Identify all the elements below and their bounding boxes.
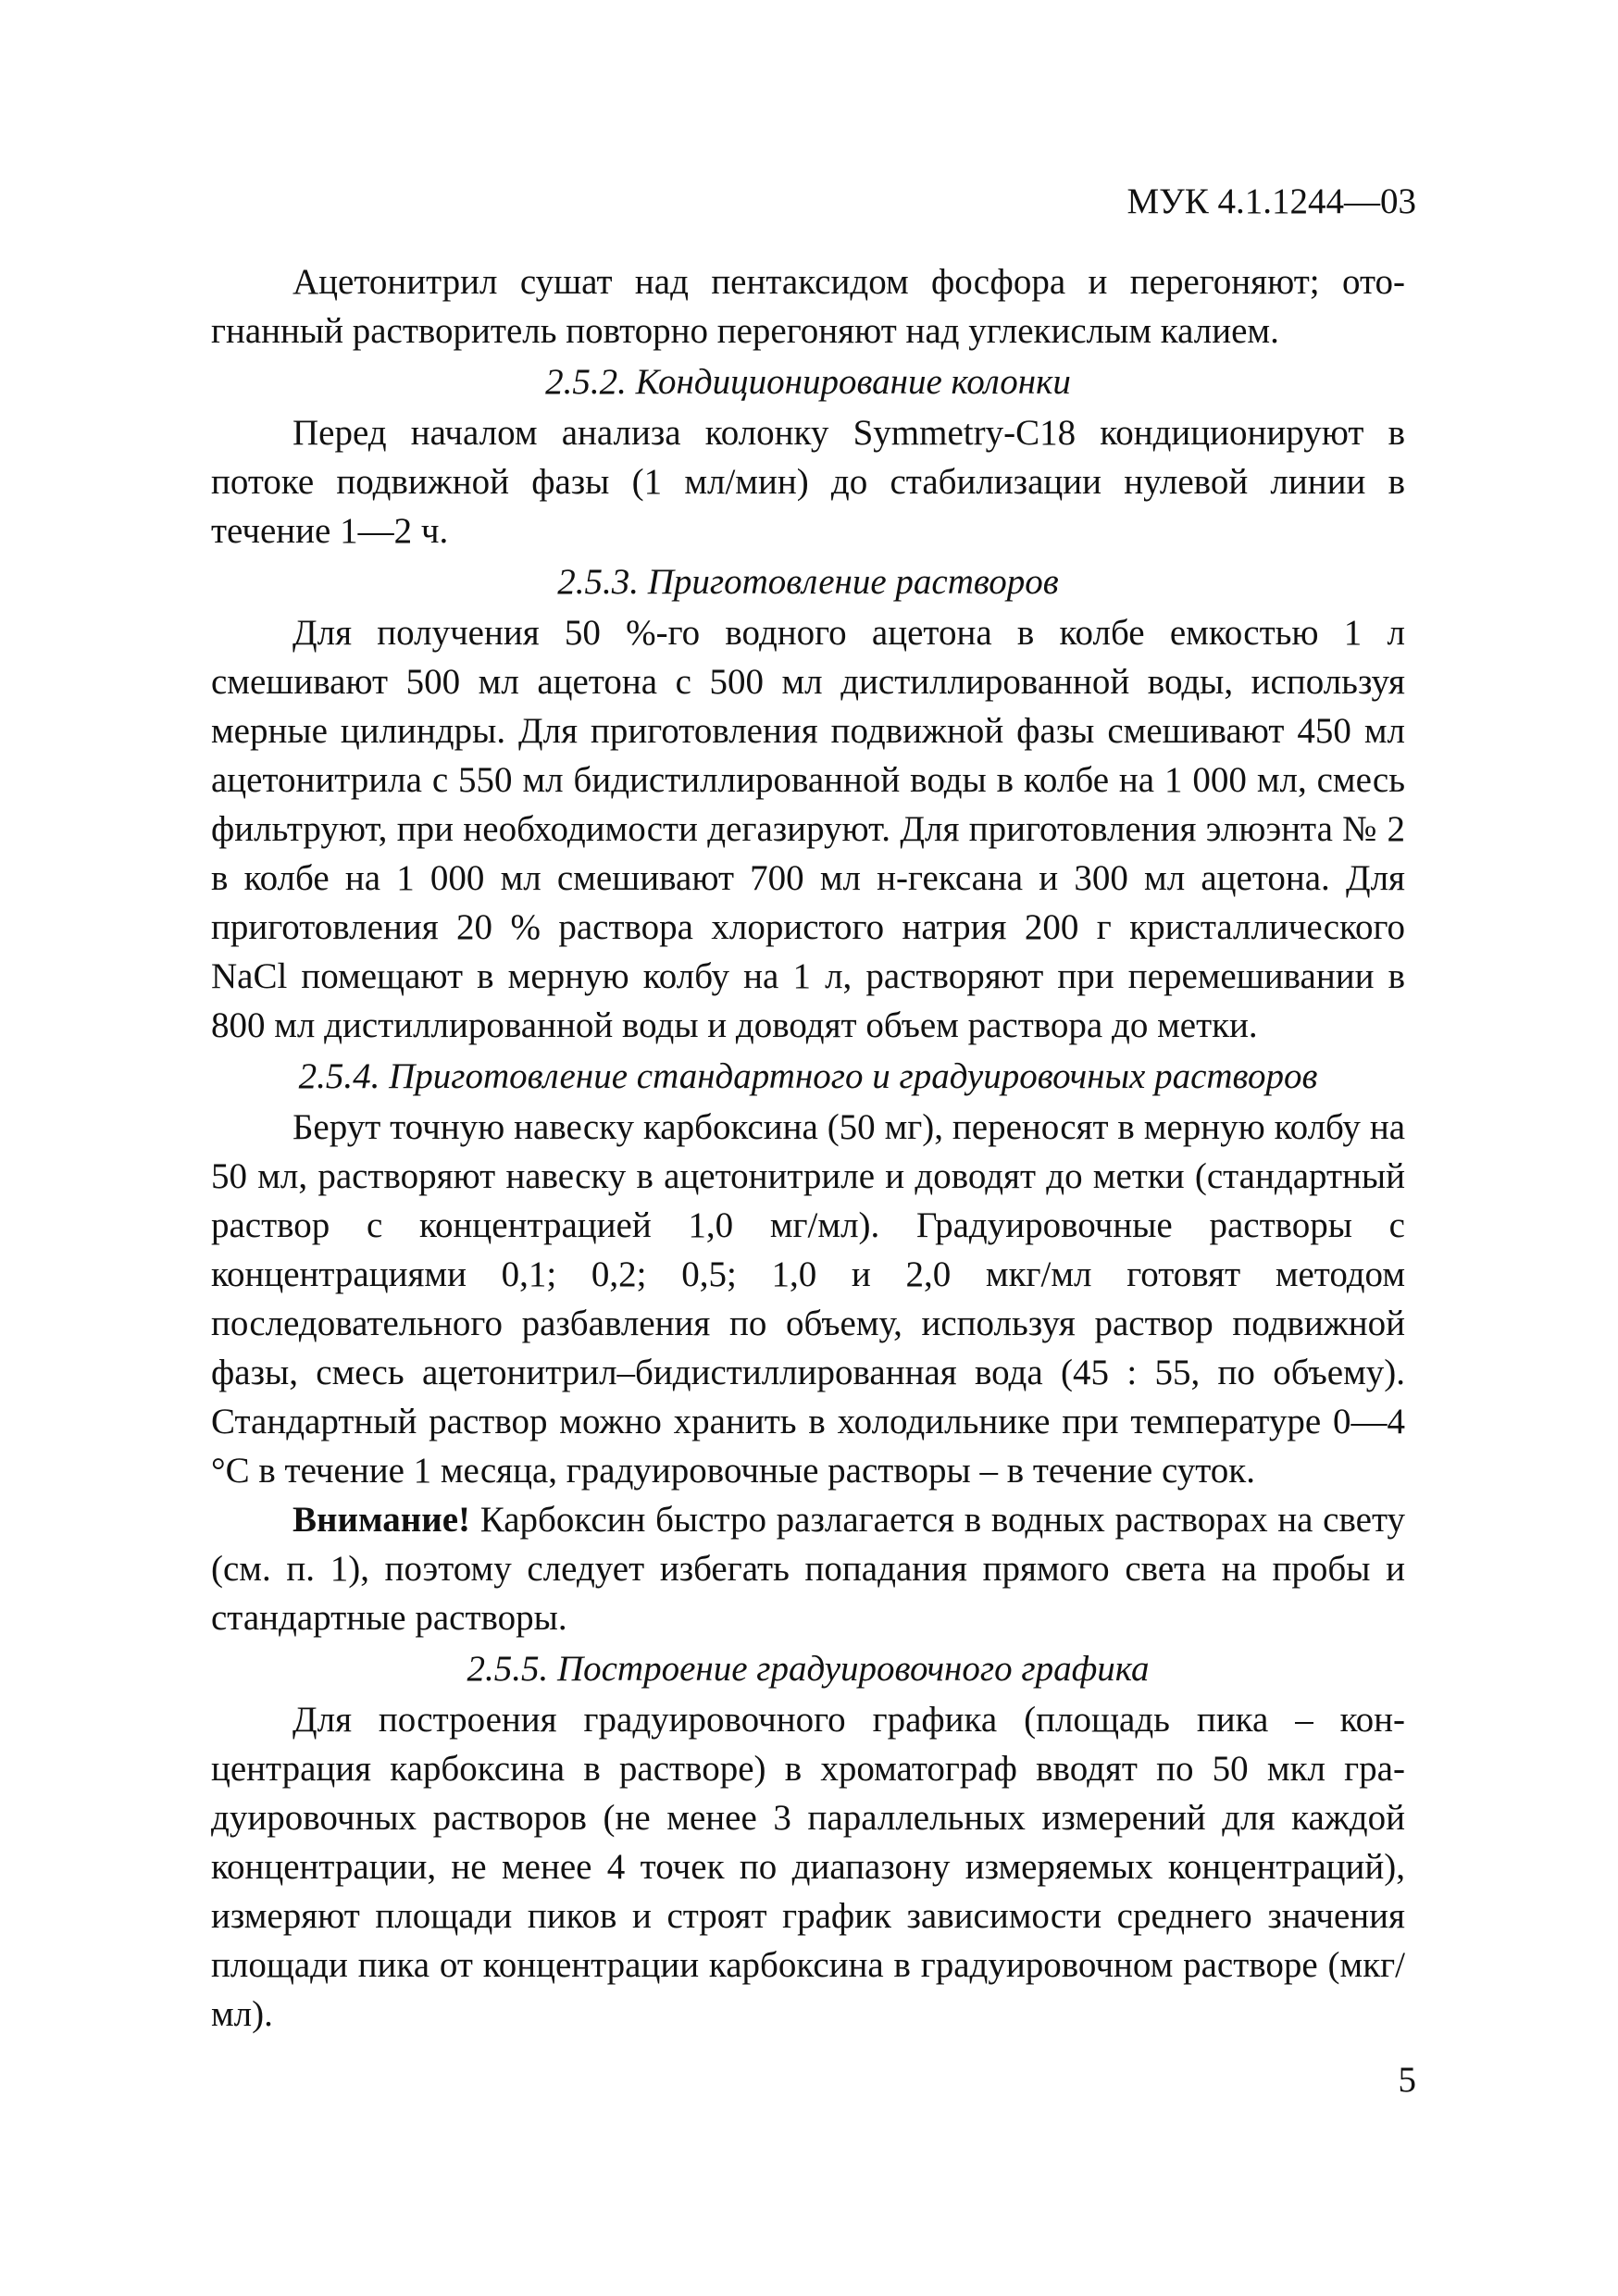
page-number: 5 [1398,2060,1416,2100]
section-heading-2-5-3: 2.5.3. Приготовление растворов [557,562,1059,602]
paragraph-calibration-graph: Для построения градуировочного графика (площадь пика – концентрация карбоксина в растворе) в хроматограф вводят по 50 мкл градуировочных растворов (не менее 3 параллельных измерений для каждой концентрации, не менее 4 точек по диапазону измеряемых концентраций), измеряют площади пиков и строят график зависимости среднего значения площади пика от концентрации карбоксина в градуировочном растворе (мкг/мл). [211,1700,1405,2034]
paragraph-warning [211,1495,1405,1642]
warning-text: Карбоксин быстро разлагается в водных растворах на свету (см. п. 1), поэтому следует избегать попадания прямого света на пробы и стандартные растворы. [211,1500,1405,1638]
paragraph-acetonitrile-drying: Ацетонитрил сушат над пентаксидом фосфора и перегоняют; отогнанный растворитель повторно перегоняют над углекислым калием. [211,262,1405,351]
section-heading-2-5-5: 2.5.5. Построение градуировочного графика [467,1649,1150,1689]
section-heading-2-5-4: 2.5.4. Приготовление стандартного и градуировочных растворов [298,1056,1318,1096]
section-heading-2-5-2: 2.5.2. Кондиционирование колонки [545,362,1071,402]
warning-label: Внимание! [292,1500,470,1540]
document-code: МУК 4.1.1244—03 [1126,181,1416,221]
paragraph-solution-preparation: Для получения 50 %-го водного ацетона в колбе емкостью 1 л смешивают 500 мл ацетона с 500 мл дистиллированной воды, используя мерные цилиндры. Для приготовления подвижной фазы смешивают 450 мл ацетонитрила с 550 мл бидистиллированной воды в колбе на 1 000 мл, смесь фильтруют, при необходимости дегазируют. Для приготовления элюэнта № 2 в колбе на 1 000 мл смешивают 700 мл н-гексана и 300 мл ацетона. Для приготовления 20 % раствора хлористого натрия 200 г кристаллического NaCl помещают в мерную колбу на 1 л, растворяют при перемешивании в 800 мл дистиллированной воды и доводят объем раствора до метки. [211,613,1405,1045]
page-body [211,257,1405,2039]
paragraph-standard-solutions: Берут точную навеску карбоксина (50 мг), переносят в мерную колбу на 50 мл, растворяют навеску в ацетонитриле и доводят до метки (стандартный раствор с концентрацией 1,0 мг/мл). Градуировочные растворы с концентрациями 0,1; 0,2; 0,5; 1,0 и 2,0 мкг/мл готовят методом последовательного разбавления по объему, используя раствор подвижной фазы, смесь ацетонитрил–бидистиллированная вода (45 : 55, по объему). Стандартный раствор можно хранить в холодильнике при температуре 0—4 °С в течение 1 месяца, градуировочные растворы – в течение суток. [211,1107,1405,1491]
paragraph-column-conditioning: Перед началом анализа колонку Symmetry-C18 кондиционируют в потоке подвижной фазы (1 мл/мин) до стабилизации нулевой линии в течение 1—2 ч. [211,413,1405,551]
